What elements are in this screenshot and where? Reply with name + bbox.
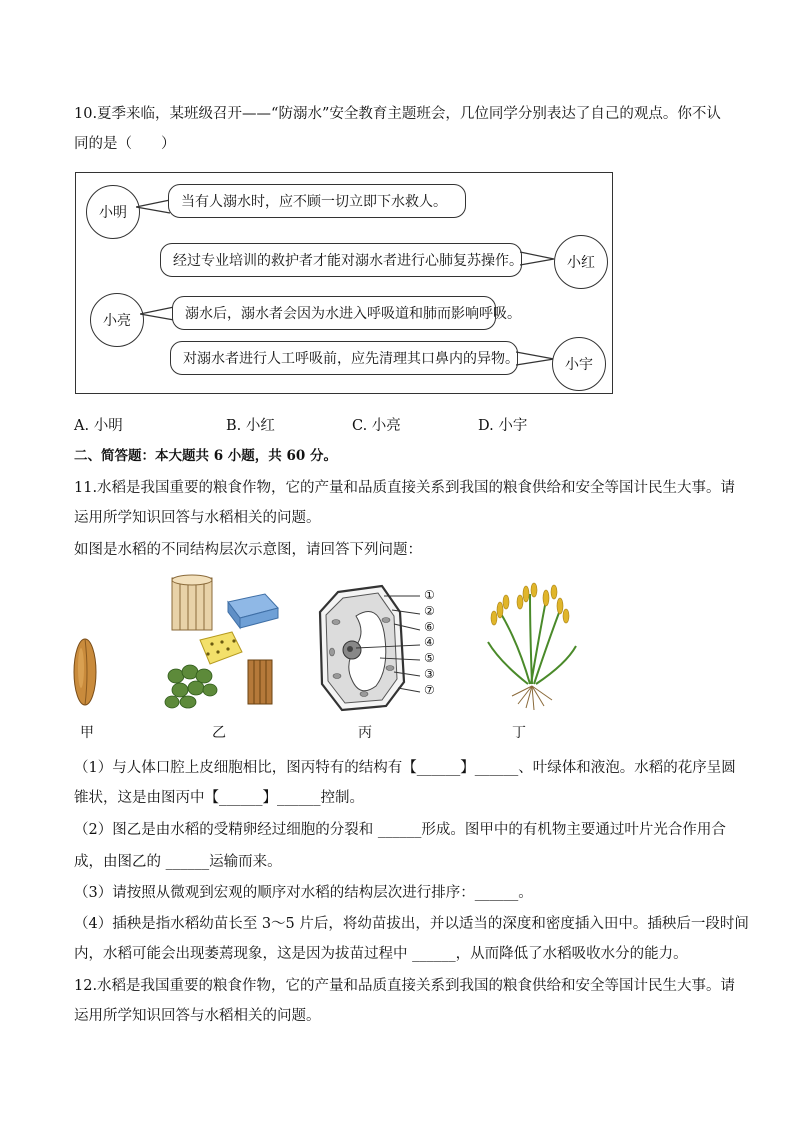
bubble-tail	[516, 351, 556, 367]
q11-intro: 如图是水稻的不同结构层次示意图，请回答下列问题：	[74, 542, 422, 558]
speech-diagram	[75, 172, 613, 394]
figure-label-yi: 乙	[212, 725, 226, 741]
speaker-xiaoyu: 小宇	[552, 337, 606, 391]
tissue-images	[165, 575, 278, 708]
q12-stem-line2: 运用所学知识回答与水稻相关的问题。	[74, 1008, 321, 1024]
q12-stem-line1: 12.水稻是我国重要的粮食作物，它的产量和品质直接关系到我国的粮食供给和安全等国计民生大事。请	[74, 978, 736, 994]
option-c[interactable]: C. 小亮	[352, 418, 401, 434]
figure-label-ding: 丁	[512, 725, 526, 741]
figure-label-bing: 丙	[358, 725, 372, 741]
rice-plant-image	[488, 583, 576, 710]
bubble-tail	[520, 251, 556, 267]
q11-stem-line2: 运用所学知识回答与水稻相关的问题。	[74, 510, 321, 526]
speaker-xiaoliang: 小亮	[90, 293, 144, 347]
plant-cell-diagram	[320, 586, 420, 710]
rice-structure-figure	[60, 572, 580, 717]
option-b[interactable]: B. 小红	[226, 418, 275, 434]
cell-marker: ④	[424, 635, 435, 650]
cell-marker: ①	[424, 588, 435, 602]
speech-bubble-xiaoliang: 溺水后，溺水者会因为水进入呼吸道和肺而影响呼吸。	[172, 296, 496, 330]
bubble-tail	[140, 306, 176, 322]
speaker-xiaohong: 小红	[554, 235, 608, 289]
cell-marker: ②	[424, 603, 435, 618]
q11-sub1-line1: （1）与人体口腔上皮细胞相比，图丙特有的结构有【______】______、叶绿体和液泡。水稻的花序呈圆	[74, 760, 736, 776]
q11-sub2-line2: 成，由图乙的 ______运输而来。	[74, 854, 282, 870]
cell-marker: ⑦	[424, 682, 435, 697]
q11-sub3: （3）请按照从微观到宏观的顺序对水稻的结构层次进行排序：______。	[74, 885, 533, 901]
q11-sub4-line1: （4）插秧是指水稻幼苗长至 3～5 片后，将幼苗拔出，并以适当的深度和密度插入田中。插秧后一段时间	[74, 916, 749, 932]
bubble-tail	[136, 199, 172, 215]
speaker-xiaoming: 小明	[86, 185, 140, 239]
q10-options	[74, 414, 634, 434]
cell-marker-list	[424, 588, 435, 699]
q10-stem-line1: 10.夏季来临，某班级召开——“防溺水”安全教育主题班会，几位同学分别表达了自己的观点。你不认	[74, 106, 721, 122]
cell-marker: ⑤	[424, 651, 435, 666]
option-d[interactable]: D. 小宇	[478, 418, 528, 434]
cell-marker: ⑥	[424, 619, 435, 634]
q11-sub2-line1: （2）图乙是由水稻的受精卵经过细胞的分裂和 ______形成。图甲中的有机物主要通过叶片光合作用合	[74, 822, 726, 838]
q11-stem-line1: 11.水稻是我国重要的粮食作物，它的产量和品质直接关系到我国的粮食供给和安全等国计民生大事。请	[74, 480, 736, 496]
speech-bubble-xiaohong: 经过专业培训的救护者才能对溺水者进行心肺复苏操作。	[160, 243, 522, 277]
speech-bubble-xiaoyu: 对溺水者进行人工呼吸前，应先清理其口鼻内的异物。	[170, 341, 518, 375]
cell-marker: ③	[424, 666, 435, 681]
figure-label-jia: 甲	[80, 725, 94, 741]
option-a[interactable]: A. 小明	[74, 418, 123, 434]
section-title: 二、简答题：本大题共 6 小题，共 60 分。	[74, 448, 337, 464]
q10-stem-line2: 同的是（ ）	[74, 136, 176, 152]
q11-sub4-line2: 内，水稻可能会出现萎蔫现象，这是因为拔苗过程中 ______，从而降低了水稻吸收水分的能力。	[74, 946, 688, 962]
speech-bubble-xiaoming: 当有人溺水时，应不顾一切立即下水救人。	[168, 184, 466, 218]
rice-grain-image	[74, 639, 96, 705]
q11-sub1-line2: 锥状，这是由图丙中【______】______控制。	[74, 790, 364, 806]
